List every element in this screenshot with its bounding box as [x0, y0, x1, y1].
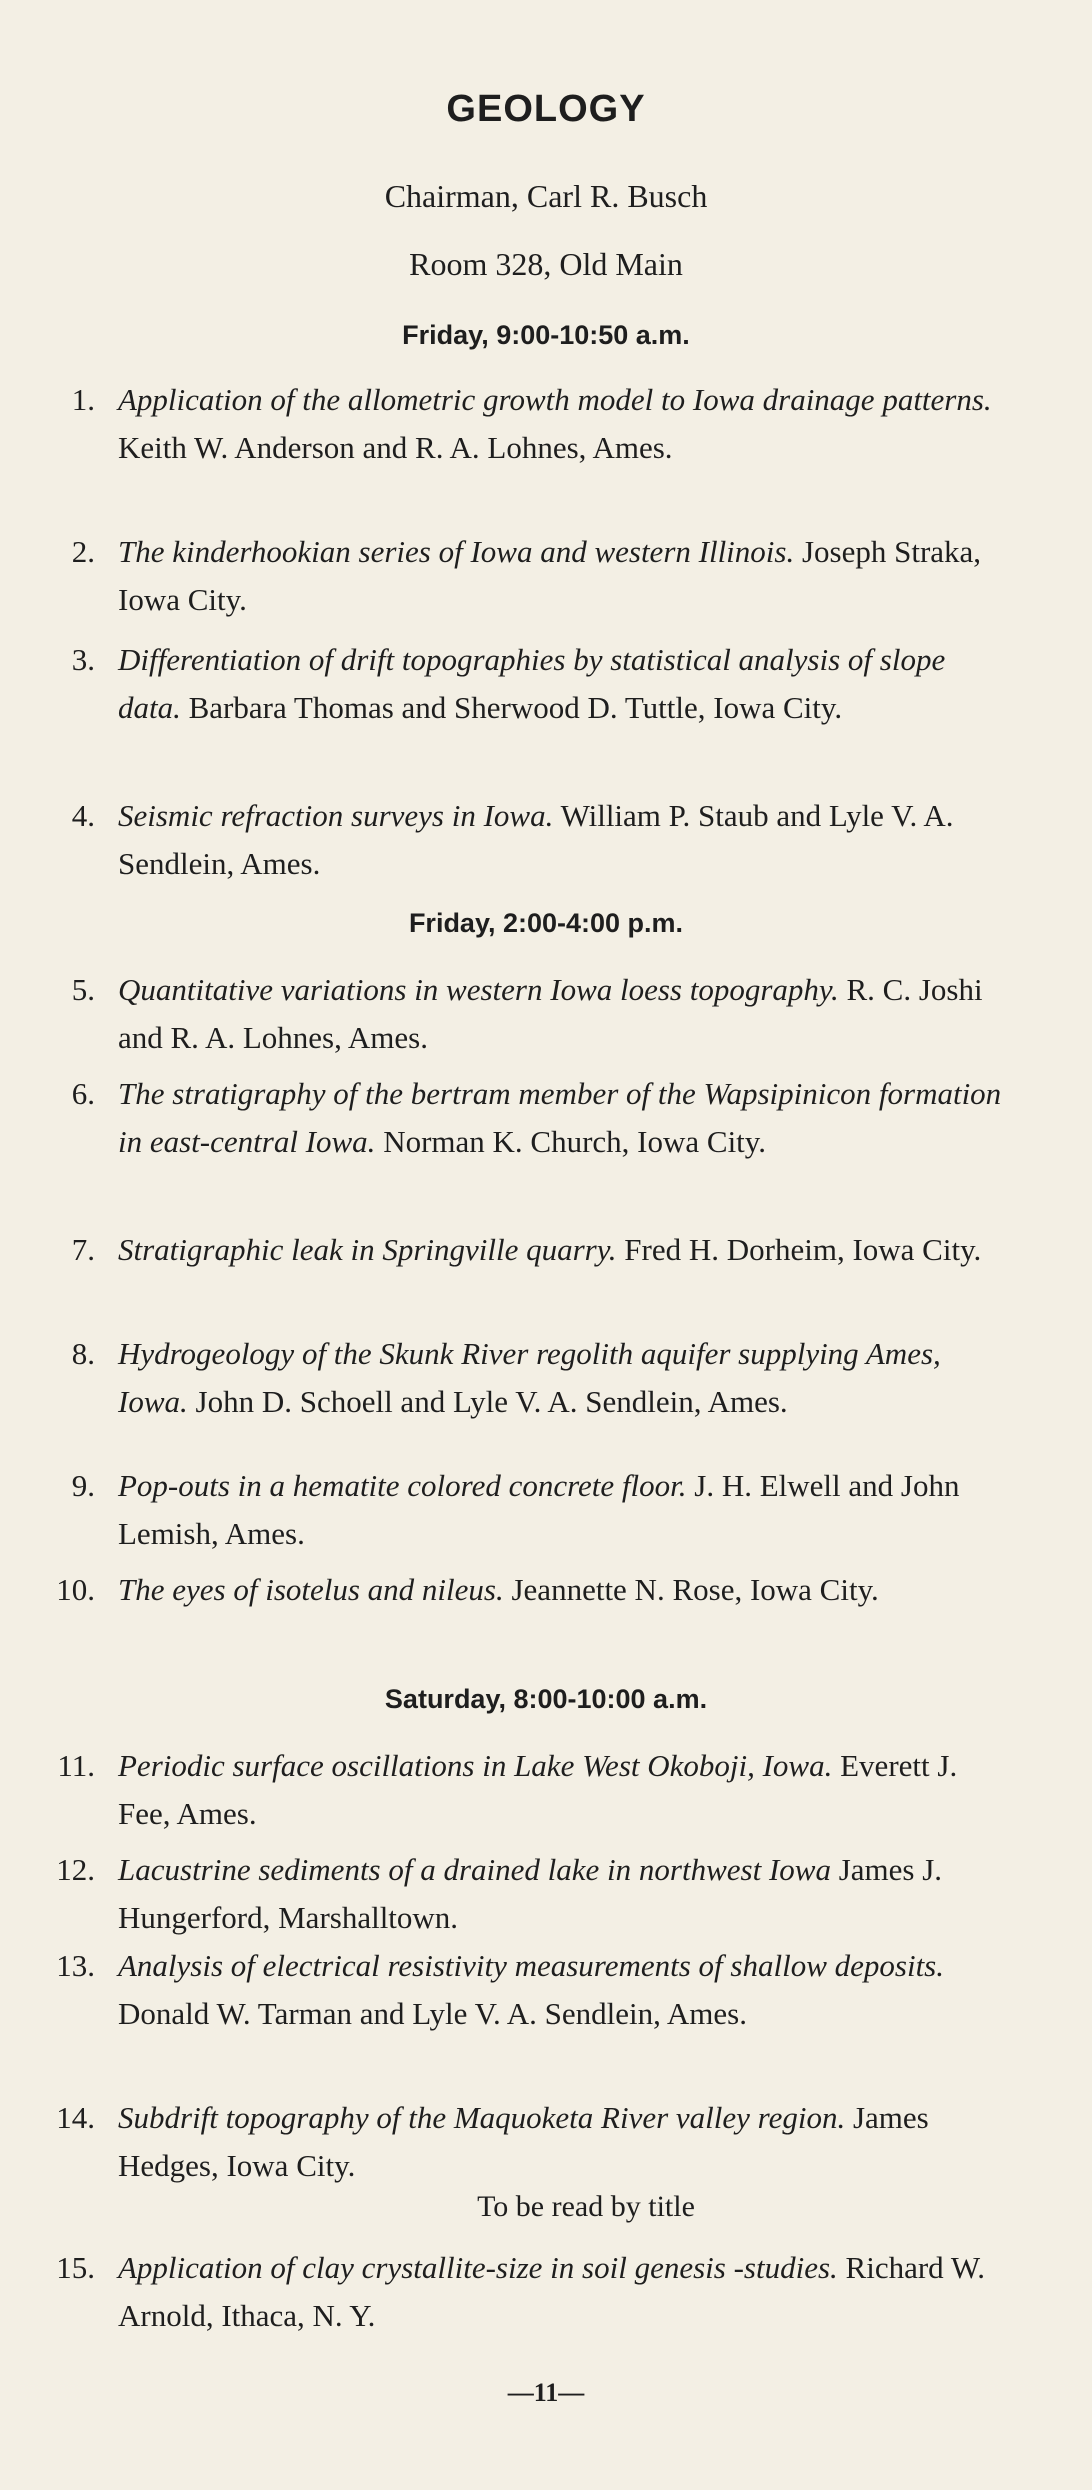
list-item — [71, 376, 1004, 472]
session-heading: Friday, 2:00-4:00 p.m. — [408, 908, 684, 938]
chairman-line: Chairman, Carl R. Busch — [384, 178, 708, 214]
paper-title: The stratigraphy of the bertram member of the Wapsipinicon formation in east-central Iowa. — [118, 1076, 1002, 1159]
list-item — [71, 792, 1004, 888]
page-number: —11— — [507, 2378, 585, 2407]
item-number: 7. — [71, 1232, 95, 1267]
paper-authors: Norman K. Church, Iowa City. — [383, 1124, 767, 1159]
list-item — [71, 1330, 1004, 1426]
paper-title: Application of clay crystallite-size in soil genesis -studies. — [118, 2250, 838, 2285]
list-item — [56, 1566, 1004, 1614]
list-item — [56, 1846, 1004, 1942]
paper-title: Hydrogeology of the Skunk River regolith aquifer supplying Ames, Iowa. — [118, 1336, 941, 1419]
paper-authors: Fred H. Dorheim, Iowa City. — [624, 1232, 982, 1267]
paper-authors: R. C. Joshi and R. A. Lohnes, Ames. — [118, 972, 983, 1055]
paper-authors: Donald W. Tarman and Lyle V. A. Sendlein, Ames. — [118, 1996, 747, 2031]
paper-authors: Jeannette N. Rose, Iowa City. — [511, 1572, 879, 1607]
item-number: 11. — [57, 1748, 95, 1783]
item-number: 6. — [71, 1076, 95, 1111]
paper-title: Lacustrine sediments of a drained lake in northwest Iowa — [118, 1852, 831, 1887]
list-item — [71, 1070, 1004, 1166]
item-number: 10. — [56, 1572, 95, 1607]
paper-authors: Everett J. Fee, Ames. — [118, 1748, 958, 1831]
room-line: Room 328, Old Main — [409, 246, 683, 282]
paper-authors: James J. Hungerford, Marshalltown. — [118, 1852, 943, 1935]
paper-authors: James Hedges, Iowa City. — [118, 2100, 929, 2183]
item-number: 5. — [71, 972, 95, 1007]
item-number: 15. — [56, 2250, 95, 2285]
paper-title: The eyes of isotelus and nileus. — [118, 1572, 504, 1607]
paper-title: Pop-outs in a hematite colored concrete floor. — [118, 1468, 687, 1503]
read-by-title-note: To be read by title — [477, 2190, 695, 2223]
item-number: 13. — [56, 1948, 95, 1983]
paper-authors: J. H. Elwell and John Lemish, Ames. — [118, 1468, 960, 1551]
paper-title: Differentiation of drift topographies by statistical analysis of slope data. — [118, 642, 946, 725]
paper-authors: Keith W. Anderson and R. A. Lohnes, Ames. — [118, 430, 673, 465]
session-heading: Friday, 9:00-10:50 a.m. — [402, 320, 690, 350]
list-item — [71, 1226, 1004, 1274]
paper-authors: Richard W. Arnold, Ithaca, N. Y. — [118, 2250, 986, 2333]
section-title: GEOLOGY — [446, 88, 646, 130]
paper-title: Stratigraphic leak in Springville quarry. — [118, 1232, 617, 1267]
paper-authors: Joseph Straka, Iowa City. — [118, 534, 982, 617]
list-item — [71, 636, 1004, 732]
list-item — [71, 966, 1004, 1062]
paper-title: Periodic surface oscillations in Lake West Okoboji, Iowa. — [118, 1748, 833, 1783]
list-item — [56, 2094, 1004, 2190]
item-number: 8. — [71, 1336, 95, 1371]
paper-title: Application of the allometric growth model to Iowa drainage patterns. — [118, 382, 992, 417]
item-number: 1. — [71, 382, 95, 417]
item-number: 14. — [56, 2100, 95, 2135]
paper-title: Seismic refraction surveys in Iowa. — [118, 798, 554, 833]
item-number: 4. — [71, 798, 95, 833]
paper-authors: William P. Staub and Lyle V. A. Sendlein, Ames. — [118, 798, 954, 881]
list-item — [71, 528, 1004, 624]
list-item — [56, 1942, 1004, 2038]
session-heading: Saturday, 8:00-10:00 a.m. — [384, 1684, 708, 1714]
list-item — [57, 1742, 1004, 1838]
list-item — [71, 1462, 1004, 1558]
paper-title: The kinderhookian series of Iowa and western Illinois. — [118, 534, 795, 569]
paper-title: Subdrift topography of the Maquoketa River valley region. — [118, 2100, 846, 2135]
paper-authors: Barbara Thomas and Sherwood D. Tuttle, Iowa City. — [188, 690, 843, 725]
paper-title: Analysis of electrical resistivity measurements of shallow deposits. — [118, 1948, 944, 1983]
item-number: 9. — [71, 1468, 95, 1503]
item-number: 2. — [71, 534, 95, 569]
item-number: 12. — [56, 1852, 95, 1887]
paper-authors: John D. Schoell and Lyle V. A. Sendlein, Ames. — [195, 1384, 788, 1419]
list-item — [56, 2244, 1004, 2340]
paper-title: Quantitative variations in western Iowa loess topography. — [118, 972, 839, 1007]
item-number: 3. — [71, 642, 95, 677]
